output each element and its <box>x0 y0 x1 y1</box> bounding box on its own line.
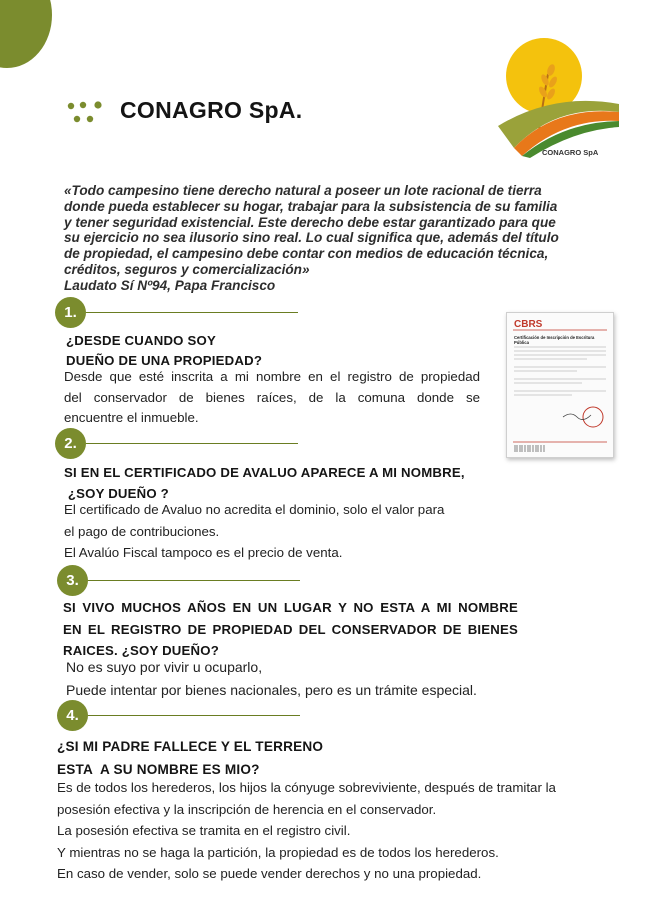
certificate-title: Certificación de Inscripción de Escritura Pública <box>514 335 595 345</box>
answer-text: Desde que esté inscrita a mi nombre en el registro de propiedad del conservador de bienes raíces, de la comuna donde se encuentre el inmueble. <box>64 369 480 425</box>
quote-attribution: Laudato Sí Nº94, Papa Francisco <box>64 277 276 293</box>
question-heading: ¿SI MI PADRE FALLECE Y EL TERRENO ESTA A SU NOMBRE ES MIO? <box>57 739 324 777</box>
answer-text: El certificado de Avaluo no acredita el dominio, solo el valor para el pago de contribuciones. El Avalúo Fiscal tampoco es el precio de venta. <box>64 502 445 560</box>
corner-circle-decoration <box>0 0 52 68</box>
dots-logo-icon <box>66 100 106 128</box>
quote-line: «Todo campesino tiene derecho natural a poseer un lote racional de tierra <box>64 183 542 198</box>
question-heading: ¿DESDE CUANDO SOY DUEÑO DE UNA PROPIEDAD? <box>66 333 263 368</box>
logo-caption: CONAGRO SpA <box>542 148 599 157</box>
section-divider <box>88 580 300 581</box>
conagro-logo <box>494 30 624 165</box>
section-divider <box>86 443 298 444</box>
certificate-image <box>506 312 614 458</box>
question-heading: SI EN EL CERTIFICADO DE AVALUO APARECE A MI NOMBRE, ¿SOY DUEÑO ? <box>64 465 465 501</box>
quote-line: donde pueda establecer su hogar, trabajar para la subsistencia de su familia <box>64 198 558 214</box>
laudato-si-quote <box>64 183 620 294</box>
certificate-brand: CBRS <box>514 319 543 330</box>
section-number-4: 4. <box>57 700 88 731</box>
quote-line: y tener seguridad existencial. Este derecho debe estar garantizado para que <box>64 214 556 230</box>
section-number-3: 3. <box>57 565 88 596</box>
question-heading: SI VIVO MUCHOS AÑOS EN UN LUGAR Y NO ESTA A MI NOMBRE EN EL REGISTRO DE PROPIEDAD DEL CONSERVADOR DE BIENES RAICES. ¿SOY DUEÑO? <box>63 600 518 658</box>
section-number-1: 1. <box>55 297 86 328</box>
answer-text: No es suyo por vivir u ocuparlo, Puede intentar por bienes nacionales, pero es un trámite especial. <box>66 659 477 698</box>
quote-line: de propiedad, el campesino debe contar con medios de educación técnica, <box>64 246 549 262</box>
section-divider <box>88 715 300 716</box>
answer-text: Es de todos los herederos, los hijos la cónyuge sobreviviente, después de tramitar la posesión efectiva y la inscripción de herencia en el conservador. La posesión efectiva se tramita en el registro civil. Y mientras no se haga la partición, la propiedad es de todos los herederos. En caso de vender, solo se puede vender derechos y no una propiedad. <box>57 780 556 882</box>
company-name: CONAGRO SpA. <box>120 97 303 123</box>
certificate-lines-icon <box>507 313 613 457</box>
wheat-sun-logo-icon <box>494 30 624 165</box>
section-divider <box>86 312 298 313</box>
quote-line: créditos, seguros y comercialización» <box>64 261 310 277</box>
quote-line: su ejercicio no sea ilusorio sino real. Lo cual significa que, además del título <box>64 230 559 246</box>
section-number-2: 2. <box>55 428 86 459</box>
